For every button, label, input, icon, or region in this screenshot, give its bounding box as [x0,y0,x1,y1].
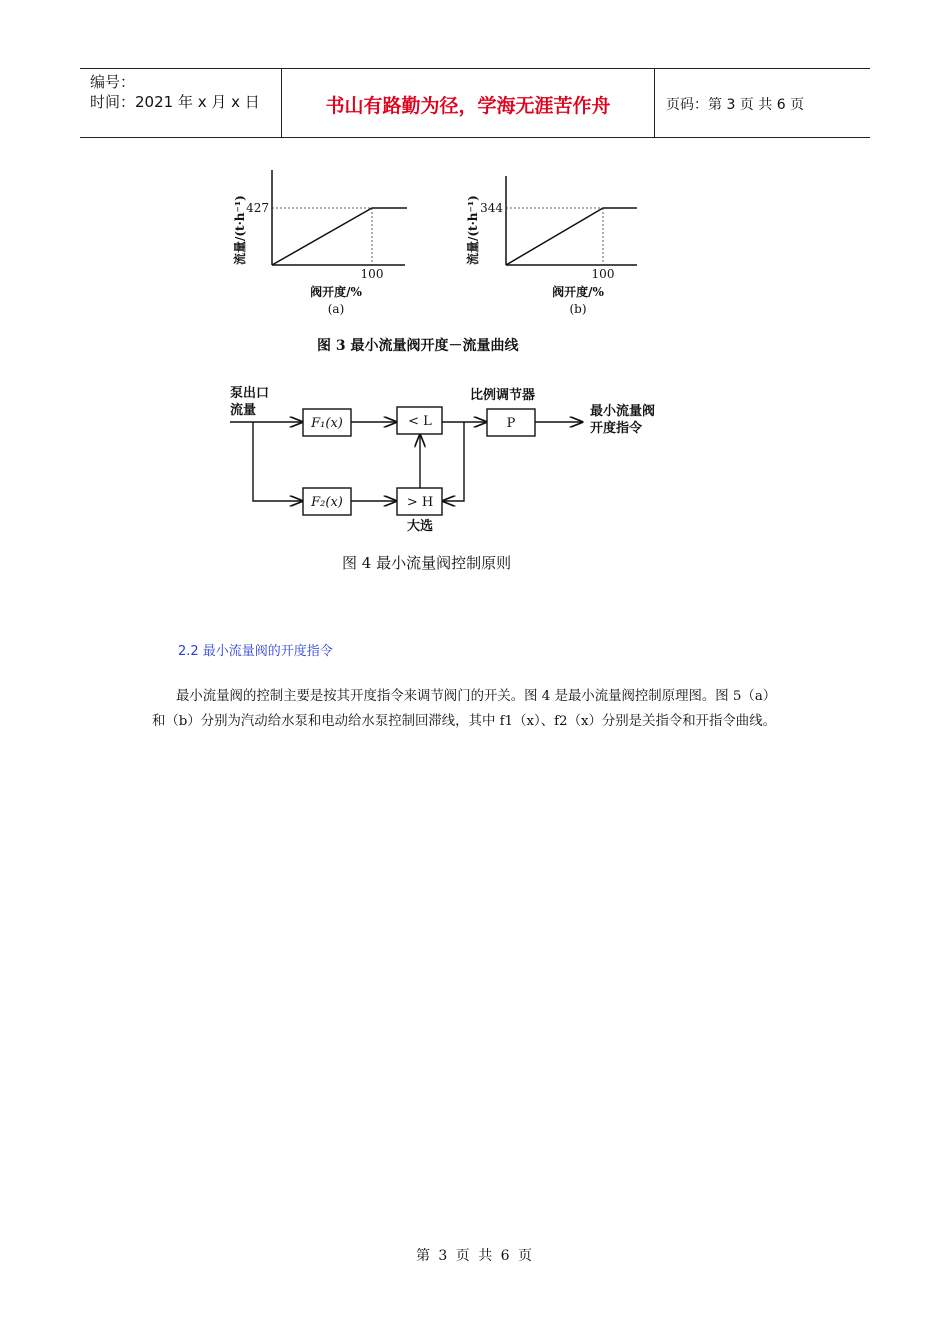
chart-b [465,176,637,316]
section-heading: 2.2 最小流量阀的开度指令 [178,644,333,659]
chart-b-flow-line [506,208,637,265]
arrow-to-f2 [253,422,302,501]
input-label-flow: 流量 [230,403,257,418]
chart-a-x-label: 阀开度/% [310,285,362,299]
controller-label: 比例调节器 [470,388,536,403]
header-motto: 书山有路勤为径，学海无涯苦作舟 [325,95,611,117]
chart-b-sublabel: (b) [569,302,587,316]
header-page-cell [654,69,870,137]
chart-a-flow-line [272,208,407,265]
figure-3-caption: 图 3 最小流量阀开度－流量曲线 [317,338,519,354]
block-f1-label: F₁(x) [311,416,343,431]
input-label-pump-outlet: 泵出口 [230,386,270,401]
chart-a [232,170,407,316]
page-footer: 第 3 页 共 6 页 [415,1248,535,1264]
chart-b-x-label: 阀开度/% [552,285,604,299]
high-select-caption: 大选 [406,519,434,534]
chart-a-y-tick: 427 [246,201,269,215]
chart-a-sublabel: (a) [327,302,345,316]
chart-b-y-tick: 344 [480,201,503,215]
block-p-label: P [506,416,516,431]
figure-3 [225,168,645,368]
page-header [80,68,870,138]
chart-b-x-tick: 100 [591,267,615,281]
header-motto-cell [281,69,655,137]
figure-4-caption: 图 4 最小流量阀控制原则 [342,554,512,572]
block-high-select-label: > H [406,495,434,510]
output-label-valve: 最小流量阀 [590,404,656,419]
section-paragraph: 最小流量阀的控制主要是按其开度指令来调节阀门的开关。图 4 是最小流量阀控制原理图。图 5（a）和（b）分别为汽动给水泵和电动给水泵控制回滞线，其中 f1（x）、f2（x）分别是关指令和开指令曲线。 [152,689,777,729]
header-left-cell [80,69,281,137]
document-code-label: 编号： [90,73,136,91]
feedback-arrow [443,422,464,501]
block-f2-label: F₂(x) [311,495,343,510]
document-date-label: 时间：2021 年 x 月 x 日 [90,93,260,111]
header-page-info: 页码：第 3 页 共 6 页 [666,97,805,113]
chart-a-x-tick: 100 [360,267,384,281]
block-low-select-label: < L [408,414,432,429]
output-label-command: 开度指令 [590,421,643,436]
figure-4 [225,380,695,580]
chart-b-y-label: 流量/(t·h⁻¹) [466,195,480,265]
chart-a-y-label: 流量/(t·h⁻¹) [233,195,247,265]
